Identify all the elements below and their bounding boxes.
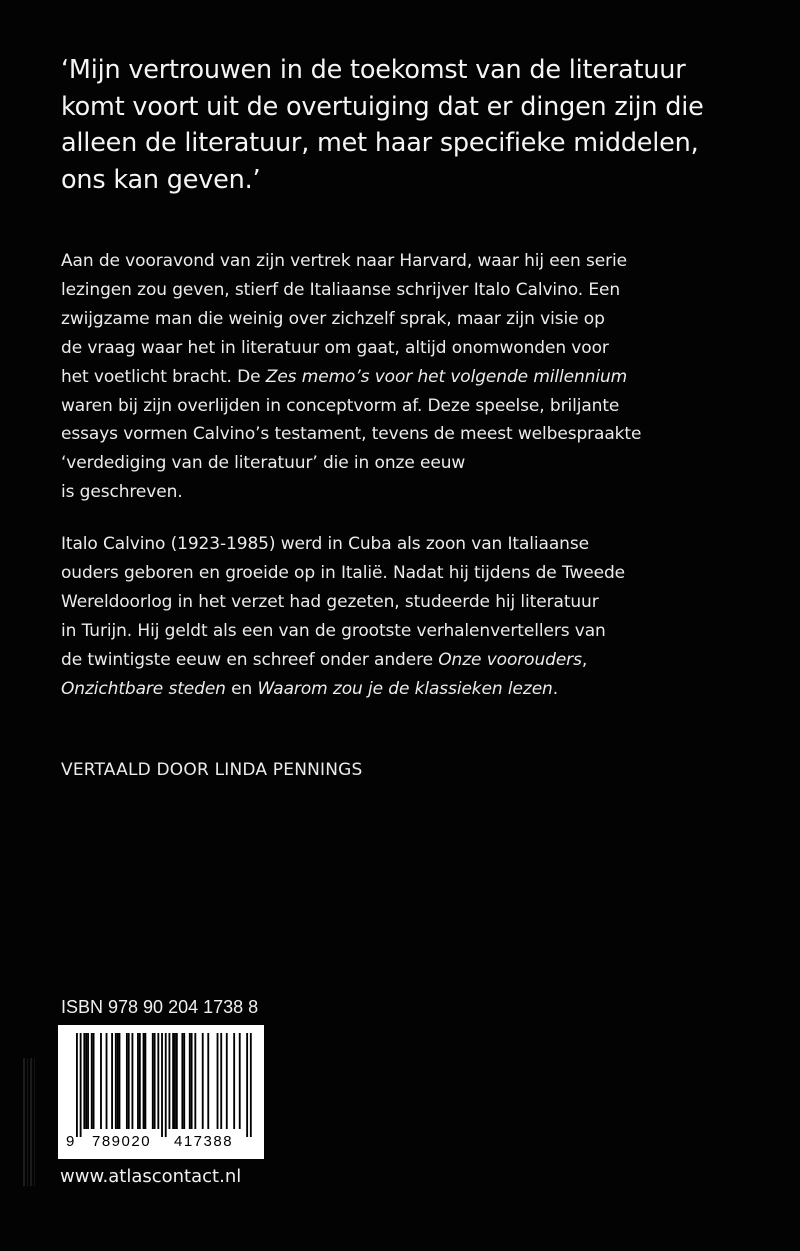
description-line: de vraag waar het in literatuur om gaat, altijd onomwonden voor [61, 337, 609, 358]
barcode-bar [176, 1033, 178, 1129]
quote-line: ‘Mijn vertrouwen in de toekomst van de literatuur [61, 55, 686, 85]
bio-line: ouders geboren en groeide op in Italië. Nadat hij tijdens de Tweede [61, 562, 625, 583]
barcode-bar [139, 1033, 141, 1129]
barcode-bar [194, 1033, 196, 1129]
isbn-label: ISBN 978 90 204 1738 8 [61, 997, 259, 1017]
author-biography [61, 530, 741, 703]
book-title: Onze voorouders [438, 649, 582, 670]
barcode-bar [152, 1033, 154, 1129]
barcode-bar [106, 1033, 108, 1129]
book-title: Waarom zou je de klassieken lezen [257, 678, 553, 699]
barcode-bar [191, 1033, 193, 1129]
barcode-bar [172, 1033, 174, 1129]
bio-line: in Turijn. Hij geldt als een van de grootste verhalenvertellers van [61, 620, 606, 641]
barcode-bar [154, 1033, 156, 1129]
barcode-bar [157, 1033, 159, 1129]
description-line: essays vormen Calvino’s testament, tevens de meest welbespraakte [61, 424, 642, 445]
barcode-digits-left: 789020 [92, 1133, 152, 1150]
description-line [61, 363, 741, 392]
barcode-bar [169, 1033, 171, 1129]
bio-line: Italo Calvino (1923-1985) werd in Cuba als zoon van Italiaanse [61, 534, 589, 554]
barcode-bar [91, 1033, 93, 1129]
barcode-bar [85, 1033, 87, 1129]
bio-line: Wereldoorlog in het verzet had gezeten, studeerde hij literatuur [61, 591, 599, 612]
barcode-bar [111, 1033, 113, 1129]
back-cover-quote [61, 52, 721, 198]
description-line: ‘verdediging van de literatuur’ die in onze eeuw [61, 453, 466, 474]
spine-edge-marks [22, 1058, 38, 1186]
barcode-bar [207, 1033, 209, 1129]
barcode-bar [226, 1033, 228, 1129]
barcode-bar [76, 1033, 78, 1137]
barcode-bar [202, 1033, 204, 1129]
bio-text: , [581, 649, 588, 670]
description-line: is geschreven. [61, 482, 183, 503]
barcode-bar [220, 1033, 222, 1129]
barcode-digits [58, 1133, 264, 1155]
barcode-bar [93, 1033, 95, 1129]
description-text: het voetlicht bracht. De [61, 366, 266, 387]
barcode-bar [119, 1033, 121, 1129]
book-description [61, 247, 741, 507]
barcode-digit-first: 9 [66, 1133, 75, 1150]
barcode-bar [100, 1033, 102, 1129]
barcode-bar [143, 1033, 145, 1129]
description-line: zwijgzame man die weinig over zichzelf sprak, maar zijn visie op [61, 308, 605, 329]
book-title: Zes memo’s voor het volgende millennium [265, 366, 628, 387]
barcode-bar [115, 1033, 117, 1129]
barcode-digits-right: 417388 [174, 1133, 234, 1150]
barcode-bar [250, 1033, 252, 1137]
barcode-bar [144, 1033, 146, 1129]
barcode-bar [83, 1033, 85, 1129]
bio-line [61, 675, 741, 704]
barcode-bar [165, 1033, 167, 1137]
bio-text: en [225, 678, 258, 699]
barcode-bar [128, 1033, 130, 1129]
description-line: waren bij zijn overlijden in conceptvorm af. Deze speelse, briljante [61, 395, 620, 416]
barcode-bar [217, 1033, 219, 1129]
bio-line [61, 646, 741, 675]
barcode-bar [246, 1033, 248, 1137]
barcode-bar [137, 1033, 139, 1129]
description-line: Aan de vooravond van zijn vertrek naar Harvard, waar hij een serie [61, 251, 627, 271]
barcode-bar [233, 1033, 235, 1129]
book-title: Onzichtbare steden [61, 678, 226, 699]
barcode-bar [183, 1033, 185, 1129]
bio-text: . [552, 678, 559, 699]
barcode [58, 1025, 264, 1159]
barcode-bar [181, 1033, 183, 1129]
quote-line: alleen de literatuur, met haar specifieke middelen, [61, 128, 699, 158]
translator-credit: VERTAALD DOOR LINDA PENNINGS [61, 760, 363, 780]
barcode-bar [87, 1033, 89, 1129]
description-line: lezingen zou geven, stierf de Italiaanse schrijver Italo Calvino. Een [61, 279, 620, 300]
barcode-bar [126, 1033, 128, 1129]
barcode-bar [174, 1033, 176, 1129]
barcode-bar [239, 1033, 241, 1129]
publisher-website: www.atlascontact.nl [60, 1166, 242, 1187]
barcode-bar [80, 1033, 82, 1137]
barcode-bar [117, 1033, 119, 1129]
bio-text: de twintigste eeuw en schreef onder andere [61, 649, 439, 670]
quote-line: ons kan geven.’ [61, 164, 261, 195]
barcode-bar [132, 1033, 134, 1129]
barcode-bar [189, 1033, 191, 1129]
quote-line: komt voort uit de overtuiging dat er dingen zijn die [61, 91, 704, 122]
barcode-bar [161, 1033, 163, 1137]
